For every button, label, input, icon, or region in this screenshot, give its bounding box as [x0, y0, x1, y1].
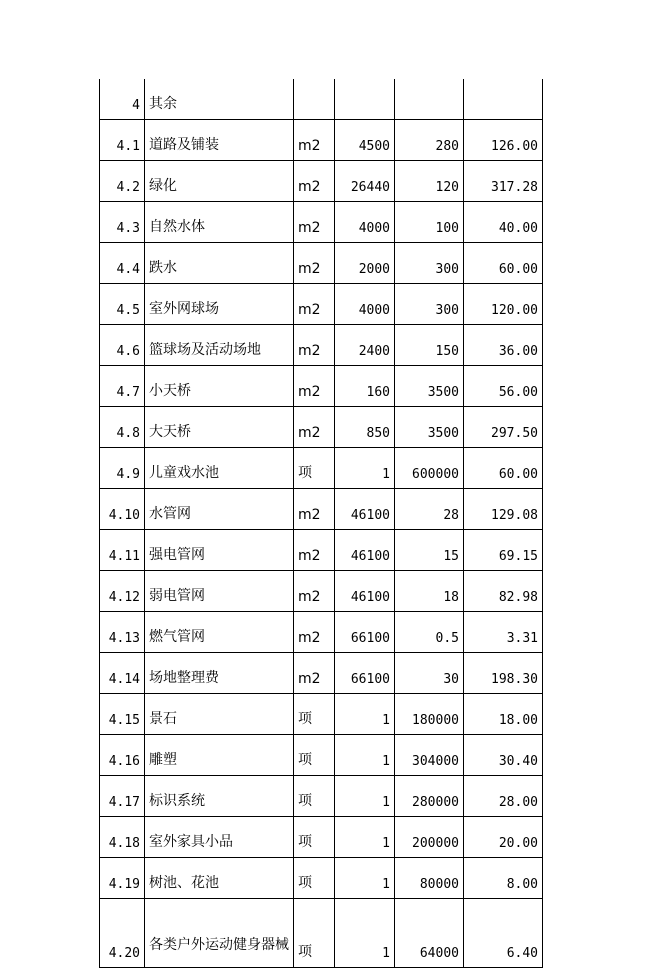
table-row	[100, 612, 543, 653]
table-row	[100, 202, 543, 243]
amount-cell: 40.00	[464, 202, 543, 243]
item-name-cell: 标识系统	[145, 776, 294, 817]
unit-cell: m2	[294, 366, 335, 407]
unit-price-cell: 300	[395, 243, 464, 284]
amount-cell: 60.00	[464, 448, 543, 489]
item-name-cell: 其余	[145, 79, 294, 120]
unit-price-cell: 30	[395, 653, 464, 694]
table-row	[100, 448, 543, 489]
unit-price-cell: 64000	[395, 899, 464, 968]
item-name-cell: 室外网球场	[145, 284, 294, 325]
row-number-cell: 4.4	[100, 243, 145, 284]
unit-cell: m2	[294, 612, 335, 653]
unit-cell: 项	[294, 776, 335, 817]
unit-price-cell: 280	[395, 120, 464, 161]
row-number-cell: 4.12	[100, 571, 145, 612]
row-number-cell: 4.20	[100, 899, 145, 968]
unit-price-cell: 120	[395, 161, 464, 202]
row-number-cell: 4.14	[100, 653, 145, 694]
unit-price-cell: 15	[395, 530, 464, 571]
amount-cell: 297.50	[464, 407, 543, 448]
row-number-cell: 4.7	[100, 366, 145, 407]
item-name-cell: 室外家具小品	[145, 817, 294, 858]
item-name-cell: 小天桥	[145, 366, 294, 407]
item-name-cell: 儿童戏水池	[145, 448, 294, 489]
amount-cell: 3.31	[464, 612, 543, 653]
unit-cell: m2	[294, 161, 335, 202]
row-number-cell: 4.17	[100, 776, 145, 817]
row-number-cell: 4.5	[100, 284, 145, 325]
unit-price-cell: 0.5	[395, 612, 464, 653]
cost-table	[99, 79, 543, 968]
quantity-cell: 1	[335, 858, 395, 899]
unit-price-cell: 28	[395, 489, 464, 530]
table-row	[100, 735, 543, 776]
quantity-cell: 46100	[335, 489, 395, 530]
item-name-cell: 道路及铺装	[145, 120, 294, 161]
amount-cell	[464, 79, 543, 120]
table-row	[100, 120, 543, 161]
row-number-cell: 4.6	[100, 325, 145, 366]
unit-cell: 项	[294, 858, 335, 899]
table-row	[100, 571, 543, 612]
table-row	[100, 694, 543, 735]
table-row	[100, 653, 543, 694]
quantity-cell: 66100	[335, 612, 395, 653]
quantity-cell: 4000	[335, 202, 395, 243]
unit-cell: m2	[294, 202, 335, 243]
table-row	[100, 489, 543, 530]
amount-cell: 129.08	[464, 489, 543, 530]
item-name-cell: 雕塑	[145, 735, 294, 776]
table-row	[100, 366, 543, 407]
unit-price-cell: 200000	[395, 817, 464, 858]
row-number-cell: 4.19	[100, 858, 145, 899]
amount-cell: 82.98	[464, 571, 543, 612]
row-number-cell: 4.15	[100, 694, 145, 735]
table-row	[100, 407, 543, 448]
amount-cell: 120.00	[464, 284, 543, 325]
item-name-cell: 场地整理费	[145, 653, 294, 694]
row-number-cell: 4.2	[100, 161, 145, 202]
unit-cell: m2	[294, 571, 335, 612]
unit-cell: 项	[294, 817, 335, 858]
item-name-cell: 绿化	[145, 161, 294, 202]
amount-cell: 69.15	[464, 530, 543, 571]
table-row	[100, 161, 543, 202]
row-number-cell: 4.8	[100, 407, 145, 448]
item-name-cell: 大天桥	[145, 407, 294, 448]
item-name-cell: 树池、花池	[145, 858, 294, 899]
unit-price-cell: 100	[395, 202, 464, 243]
item-name-cell: 强电管网	[145, 530, 294, 571]
row-number-cell: 4.1	[100, 120, 145, 161]
item-name-cell: 篮球场及活动场地	[145, 325, 294, 366]
amount-cell: 60.00	[464, 243, 543, 284]
unit-price-cell: 150	[395, 325, 464, 366]
table-row	[100, 530, 543, 571]
quantity-cell: 850	[335, 407, 395, 448]
unit-cell: m2	[294, 243, 335, 284]
quantity-cell: 2400	[335, 325, 395, 366]
unit-cell: m2	[294, 284, 335, 325]
amount-cell: 28.00	[464, 776, 543, 817]
unit-price-cell: 3500	[395, 366, 464, 407]
unit-cell	[294, 79, 335, 120]
table-row	[100, 899, 543, 968]
amount-cell: 20.00	[464, 817, 543, 858]
quantity-cell: 1	[335, 448, 395, 489]
quantity-cell: 2000	[335, 243, 395, 284]
row-number-cell: 4.11	[100, 530, 145, 571]
row-number-cell: 4.16	[100, 735, 145, 776]
table-row	[100, 284, 543, 325]
quantity-cell: 4500	[335, 120, 395, 161]
unit-cell: m2	[294, 489, 335, 530]
unit-cell: m2	[294, 325, 335, 366]
unit-cell: m2	[294, 530, 335, 571]
amount-cell: 8.00	[464, 858, 543, 899]
row-number-cell: 4	[100, 79, 145, 120]
amount-cell: 56.00	[464, 366, 543, 407]
table-row	[100, 858, 543, 899]
table-row	[100, 817, 543, 858]
item-name-cell: 燃气管网	[145, 612, 294, 653]
unit-cell: m2	[294, 120, 335, 161]
unit-price-cell	[395, 79, 464, 120]
row-number-cell: 4.13	[100, 612, 145, 653]
amount-cell: 126.00	[464, 120, 543, 161]
unit-cell: 项	[294, 899, 335, 968]
amount-cell: 36.00	[464, 325, 543, 366]
unit-cell: m2	[294, 407, 335, 448]
amount-cell: 198.30	[464, 653, 543, 694]
amount-cell: 317.28	[464, 161, 543, 202]
quantity-cell: 46100	[335, 571, 395, 612]
table-row	[100, 776, 543, 817]
quantity-cell: 1	[335, 776, 395, 817]
quantity-cell: 1	[335, 694, 395, 735]
unit-price-cell: 180000	[395, 694, 464, 735]
row-number-cell: 4.10	[100, 489, 145, 530]
row-number-cell: 4.18	[100, 817, 145, 858]
cost-table-body	[100, 79, 543, 968]
quantity-cell: 66100	[335, 653, 395, 694]
item-name-cell: 各类户外运动健身器械	[145, 899, 294, 968]
unit-cell: m2	[294, 653, 335, 694]
item-name-cell: 景石	[145, 694, 294, 735]
quantity-cell: 4000	[335, 284, 395, 325]
item-name-cell: 跌水	[145, 243, 294, 284]
unit-cell: 项	[294, 448, 335, 489]
item-name-cell: 弱电管网	[145, 571, 294, 612]
table-row	[100, 243, 543, 284]
quantity-cell: 1	[335, 735, 395, 776]
row-number-cell: 4.3	[100, 202, 145, 243]
unit-price-cell: 300	[395, 284, 464, 325]
quantity-cell: 46100	[335, 530, 395, 571]
amount-cell: 30.40	[464, 735, 543, 776]
quantity-cell: 1	[335, 899, 395, 968]
unit-price-cell: 304000	[395, 735, 464, 776]
unit-price-cell: 3500	[395, 407, 464, 448]
amount-cell: 18.00	[464, 694, 543, 735]
quantity-cell: 160	[335, 366, 395, 407]
quantity-cell: 26440	[335, 161, 395, 202]
unit-cell: 项	[294, 735, 335, 776]
row-number-cell: 4.9	[100, 448, 145, 489]
unit-price-cell: 280000	[395, 776, 464, 817]
item-name-cell: 水管网	[145, 489, 294, 530]
table-row	[100, 79, 543, 120]
unit-price-cell: 18	[395, 571, 464, 612]
quantity-cell	[335, 79, 395, 120]
unit-cell: 项	[294, 694, 335, 735]
quantity-cell: 1	[335, 817, 395, 858]
unit-price-cell: 80000	[395, 858, 464, 899]
table-row	[100, 325, 543, 366]
item-name-cell: 自然水体	[145, 202, 294, 243]
unit-price-cell: 600000	[395, 448, 464, 489]
amount-cell: 6.40	[464, 899, 543, 968]
